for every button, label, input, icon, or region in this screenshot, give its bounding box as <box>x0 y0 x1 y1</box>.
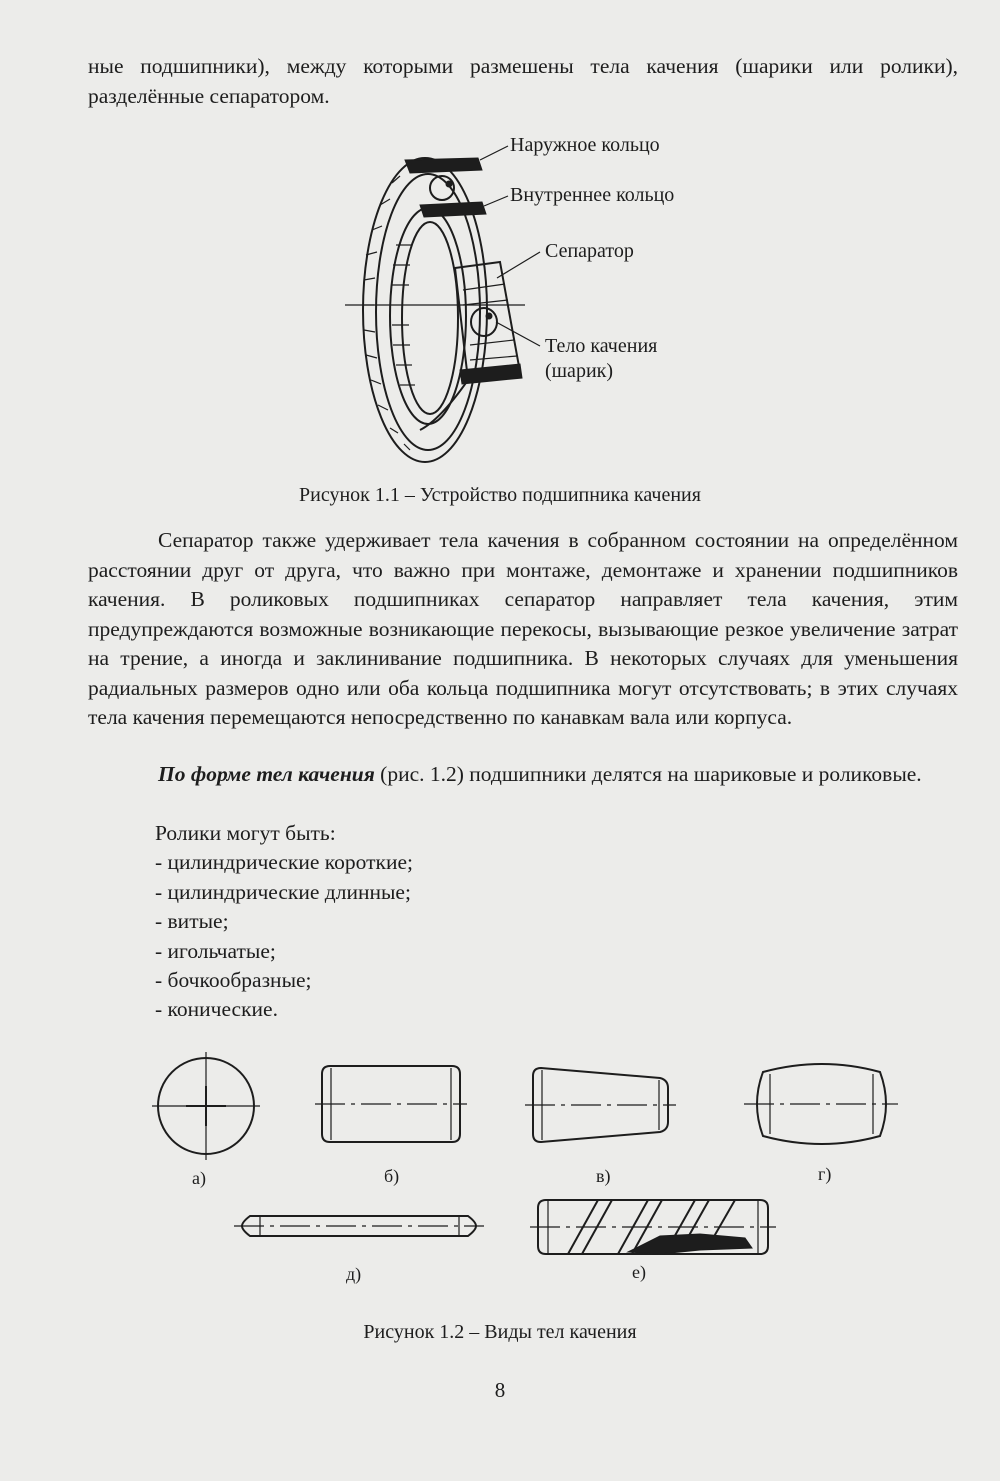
ball-shape <box>152 1052 260 1160</box>
sublabel-g: г) <box>818 1164 832 1184</box>
label-rolling-body: Тело качения <box>545 335 658 357</box>
page-number: 8 <box>494 1378 506 1402</box>
paragraph-rolling-forms <box>88 760 958 790</box>
sublabel-b: б) <box>384 1166 400 1186</box>
top-paragraph: ные подшипники), между которыми размешены тела качения (шарики или ролики), разделённые сепаратором. <box>88 54 958 108</box>
needle-shape <box>234 1216 484 1236</box>
label-rolling-body-ball: (шарик) <box>545 360 614 382</box>
rolling-bodies-illustration <box>140 1050 910 1270</box>
list-item: - конические. <box>155 997 278 1022</box>
figure1-caption: Рисунок 1.1 – Устройство подшипника качения <box>299 484 701 506</box>
sublabel-a: а) <box>192 1168 206 1188</box>
roller-types-list <box>155 819 413 1025</box>
barrel-shape <box>744 1064 898 1144</box>
list-item: - бочкообразные; <box>155 968 312 993</box>
conical-shape <box>525 1068 676 1142</box>
list-item: - цилиндрические короткие; <box>155 850 413 875</box>
short-cylinder-shape <box>315 1066 467 1142</box>
label-outer-ring: Наружное кольцо <box>510 134 660 156</box>
sublabel-d: д) <box>346 1264 362 1284</box>
sublabel-e: е) <box>632 1262 646 1282</box>
rollers-intro: Ролики могут быть: <box>155 821 336 845</box>
figure2-caption: Рисунок 1.2 – Виды тел качения <box>363 1321 637 1343</box>
label-separator: Сепаратор <box>545 240 634 262</box>
list-item: - игольчатые; <box>155 938 276 963</box>
paragraph-rolling-forms-rest: (рис. 1.2) подшипники делятся на шариковые и роликовые. <box>374 762 922 786</box>
sublabel-v: в) <box>596 1166 611 1186</box>
emphasis-rolling-forms: По форме тел качения <box>158 762 375 786</box>
list-item: - витые; <box>155 909 229 934</box>
twisted-roller-shape <box>530 1200 776 1254</box>
list-item: - цилиндрические длинные; <box>155 879 411 904</box>
paragraph-separator: Сепаратор также удерживает тела качения в собранном состоянии на определённом расстоянии друг от друга, что важно при монтаже, демонтаже и хранении подшипников качения. В роликовых подшипниках сепаратор направляет тела качения, этим предупреждаются возможные возникающие перекосы, вызывающие резкое увеличение затрат на трение, а иногда и заклинивание подшипника. В некоторых случаях для уменьшения радиальных размеров одно или оба кольца подшипника могут отсутствовать; в этих случаях тела качения перемещаются непосредственно по канавкам вала или корпуса. <box>88 528 958 729</box>
label-inner-ring: Внутреннее кольцо <box>510 184 675 206</box>
